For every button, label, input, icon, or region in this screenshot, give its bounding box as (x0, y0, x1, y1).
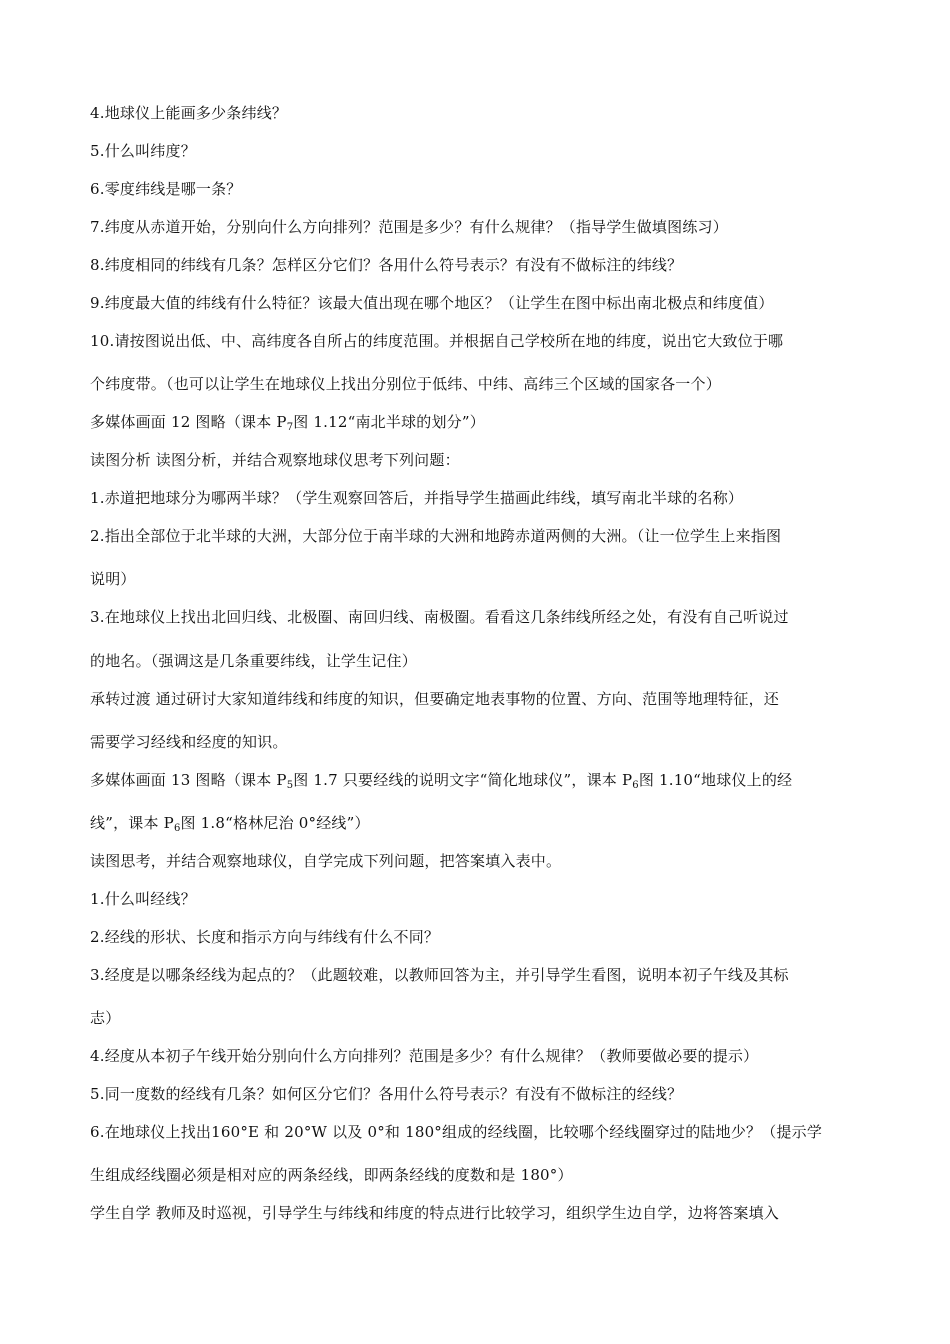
text-line: 6.零度纬线是哪一条？ (90, 180, 242, 198)
text-line: 个纬度带。（也可以让学生在地球仪上找出分别位于低纬、中纬、高纬三个区域的国家各一个） (90, 375, 721, 393)
text-line: 的地名。（强调这是几条重要纬线，让学生记住） (90, 652, 417, 670)
caption-text: 多媒体画面 12 图略（课本 P (90, 413, 287, 431)
text-line: 9.纬度最大值的纬线有什么特征？该最大值出现在哪个地区？（让学生在图中标出南北极点和纬度值） (90, 294, 774, 312)
text-line: 1.什么叫经线？ (90, 890, 196, 908)
text-line: 4.经度从本初子午线开始分别向什么方向排列？范围是多少？有什么规律？（教师要做必要的提示） (90, 1047, 759, 1065)
text-line: 6.在地球仪上找出160°E 和 20°W 以及 0°和 180°组成的经线圈，比较哪个经线圈穿过的陆地少？（提示学 (90, 1123, 823, 1141)
text-line: 生组成经线圈必须是相对应的两条经线，即两条经线的度数和是 180°） (90, 1166, 573, 1184)
text-line: 4.地球仪上能画多少条纬线？ (90, 104, 288, 122)
text-line: 志） (90, 1009, 121, 1027)
text-line: 5.什么叫纬度？ (90, 142, 196, 160)
page-subscript: 6 (632, 780, 639, 791)
text-line: 5.同一度数的经线有几条？如何区分它们？各用什么符号表示？有没有不做标注的经线？ (90, 1085, 683, 1103)
caption-text: 图 1.8“格林尼治 0°经线”） (180, 814, 370, 832)
media-caption-13 (90, 770, 870, 790)
text-line: 需要学习经线和经度的知识。 (90, 733, 288, 751)
text-line: 8.纬度相同的纬线有几条？怎样区分它们？各用什么符号表示？有没有不做标注的纬线？ (90, 256, 683, 274)
text-line: 3.在地球仪上找出北回归线、北极圈、南回归线、南极圈。看看这几条纬线所经之处，有没有自己听说过 (90, 608, 789, 626)
page-subscript: 5 (286, 780, 294, 791)
media-caption-13-cont (90, 813, 870, 833)
caption-text: 图 1.12“南北半球的划分”） (293, 413, 485, 431)
text-line: 2.经线的形状、长度和指示方向与纬线有什么不同？ (90, 928, 440, 946)
caption-text: 图 1.10“地球仪上的经 (638, 771, 793, 789)
caption-text: 多媒体画面 13 图略（课本 P (90, 771, 287, 789)
text-line: 10.请按图说出低、中、高纬度各自所占的纬度范围。并根据自己学校所在地的纬度，说出它大致位于哪 (90, 332, 784, 350)
caption-text: 图 1.7 只要经线的说明文字“简化地球仪”，课本 P (293, 771, 633, 789)
text-line: 3.经度是以哪条经线为起点的？（此题较难，以教师回答为主，并引导学生看图，说明本初子午线及其标 (90, 966, 789, 984)
text-line: 学生自学 教师及时巡视，引导学生与纬线和纬度的特点进行比较学习，组织学生边自学，边将答案填入 (90, 1204, 779, 1222)
text-line: 说明） (90, 570, 136, 588)
page-subscript: 7 (286, 422, 294, 433)
text-line: 读图思考，并结合观察地球仪，自学完成下列问题，把答案填入表中。 (90, 852, 562, 870)
caption-text: 线”，课本 P (90, 814, 174, 832)
text-line: 2.指出全部位于北半球的大洲，大部分位于南半球的大洲和地跨赤道两侧的大洲。（让一位学生上来指图 (90, 527, 782, 545)
text-line: 承转过渡 通过研讨大家知道纬线和纬度的知识，但要确定地表事物的位置、方向、范围等地理特征，还 (90, 690, 779, 708)
text-line: 1.赤道把地球分为哪两半球？（学生观察回答后，并指导学生描画此纬线，填写南北半球的名称） (90, 489, 744, 507)
page-subscript: 6 (173, 823, 181, 834)
text-line: 读图分析 读图分析，并结合观察地球仪思考下列问题： (90, 451, 460, 469)
media-caption-12 (90, 412, 870, 432)
text-line: 7.纬度从赤道开始，分别向什么方向排列？范围是多少？有什么规律？（指导学生做填图练习） (90, 218, 728, 236)
